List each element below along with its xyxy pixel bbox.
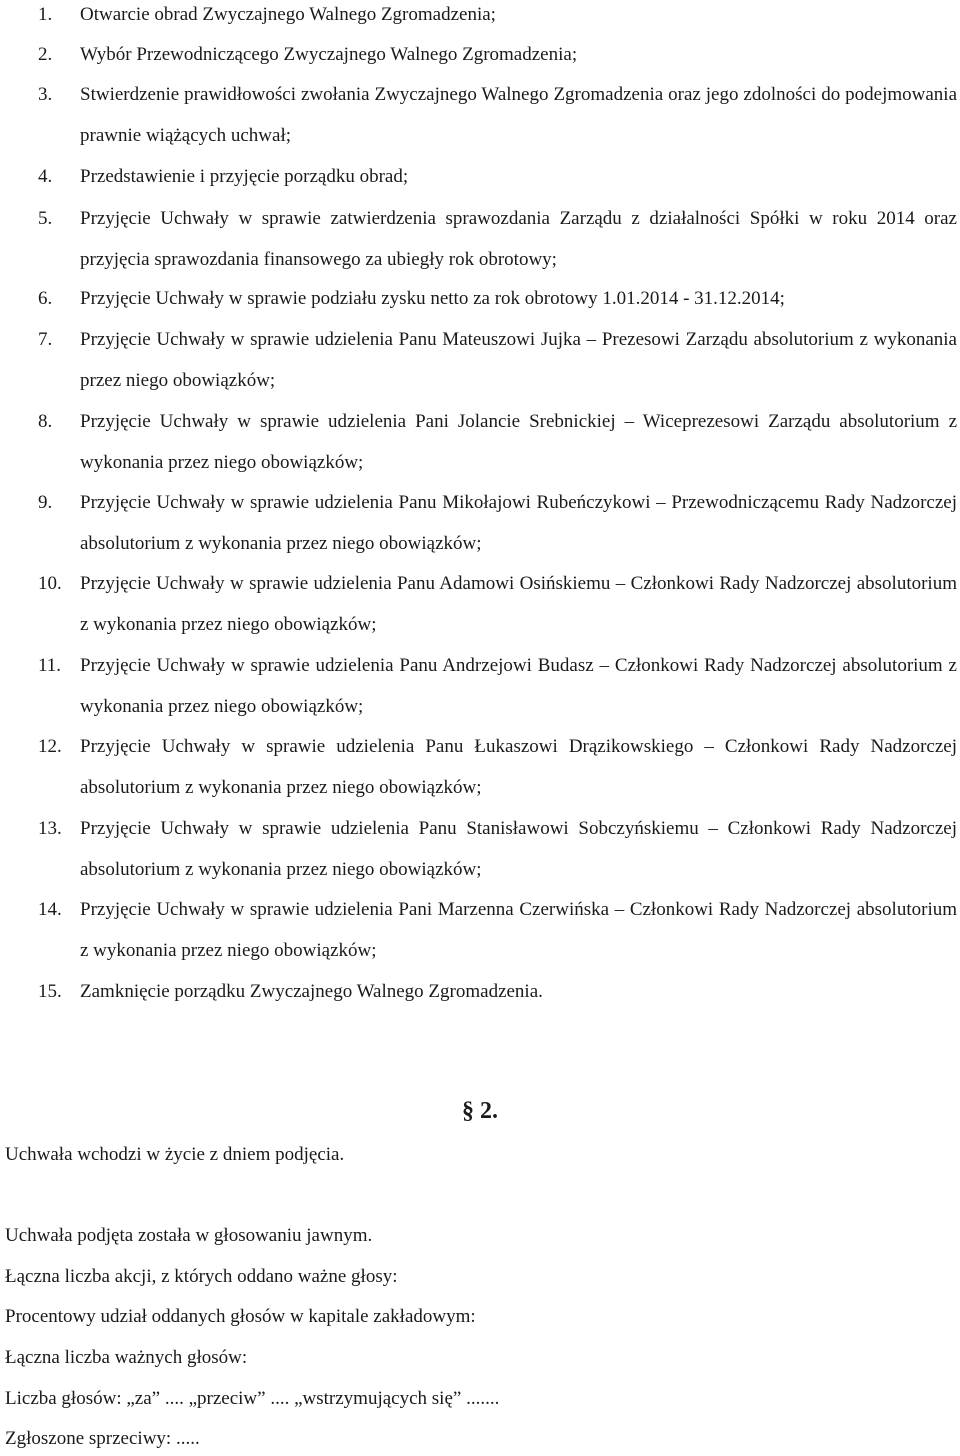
agenda-item-number: 3. (38, 84, 53, 105)
agenda-item-number: 14. (38, 899, 62, 920)
agenda-item-text: Przyjęcie Uchwały w sprawie zatwierdzenia sprawozdania Zarządu z działalności Spółki w roku 2014 oraz przyjęcia sprawozdania finansowego za ubiegły rok obrotowy; (80, 208, 957, 270)
agenda-item-number: 10. (38, 573, 62, 594)
agenda-item-number: 9. (38, 492, 53, 513)
agenda-item-text: Wybór Przewodniczącego Zwyczajnego Walnego Zgromadzenia; (80, 44, 578, 65)
resolution-effective-text: Uchwała wchodzi w życie z dniem podjęcia. (5, 1144, 345, 1165)
agenda-item-number: 4. (38, 166, 53, 187)
agenda-item-text: Stwierdzenie prawidłowości zwołania Zwyczajnego Walnego Zgromadzenia oraz jego zdolności do podejmowania prawnie wiążących uchwał; (80, 84, 957, 146)
objections-label: Zgłoszone sprzeciwy: ..... (5, 1428, 200, 1449)
agenda-item-number: 6. (38, 288, 53, 309)
shares-total-label: Łączna liczba akcji, z których oddano ważne głosy: (5, 1266, 398, 1287)
capital-percent-label: Procentowy udział oddanych głosów w kapitale zakładowym: (5, 1306, 476, 1327)
agenda-item-text: Przyjęcie Uchwały w sprawie udzielenia Panu Stanisławowi Sobczyńskiemu – Członkowi Rady Nadzorczej absolutorium z wykonania przez niego obowiązków; (80, 818, 957, 880)
agenda-item-number: 2. (38, 44, 53, 65)
agenda-item-text: Przyjęcie Uchwały w sprawie udzielenia Panu Mikołajowi Rubeńczykowi – Przewodniczącemu Rady Nadzorczej absolutorium z wykonania przez niego obowiązków; (80, 492, 957, 554)
vote-mode-text: Uchwała podjęta została w głosowaniu jawnym. (5, 1225, 373, 1246)
agenda-item-text: Przyjęcie Uchwały w sprawie udzielenia Pani Jolancie Srebnickiej – Wiceprezesowi Zarządu absolutorium z wykonania przez niego obowiązków; (80, 411, 957, 473)
agenda-item-text: Przyjęcie Uchwały w sprawie udzielenia Panu Mateuszowi Jujka – Prezesowi Zarządu absolutorium z wykonania przez niego obowiązków; (80, 329, 957, 391)
agenda-item-text: Przyjęcie Uchwały w sprawie udzielenia Panu Łukaszowi Drązikowskiego – Członkowi Rady Nadzorczej absolutorium z wykonania przez niego obowiązków; (80, 736, 957, 798)
agenda-item-number: 15. (38, 981, 62, 1002)
agenda-item-text: Przyjęcie Uchwały w sprawie udzielenia Panu Andrzejowi Budasz – Członkowi Rady Nadzorczej absolutorium z wykonania przez niego obowiązków; (80, 655, 957, 717)
votes-breakdown-label: Liczba głosów: „za” .... „przeciw” .... „wstrzymujących się” ....... (5, 1388, 500, 1409)
agenda-item-text: Zamknięcie porządku Zwyczajnego Walnego Zgromadzenia. (80, 981, 543, 1002)
agenda-item-number: 5. (38, 208, 53, 229)
agenda-item-text: Przedstawienie i przyjęcie porządku obrad; (80, 166, 409, 187)
valid-votes-label: Łączna liczba ważnych głosów: (5, 1347, 248, 1368)
agenda-item-number: 1. (38, 4, 53, 25)
agenda-item-text: Przyjęcie Uchwały w sprawie udzielenia Panu Adamowi Osińskiemu – Członkowi Rady Nadzorczej absolutorium z wykonania przez niego obowiązków; (80, 573, 957, 635)
section-mark: § 2. (462, 1098, 498, 1124)
agenda-item-text: Przyjęcie Uchwały w sprawie udzielenia Pani Marzenna Czerwińska – Członkowi Rady Nadzorczej absolutorium z wykonania przez niego obowiązków; (80, 899, 957, 961)
agenda-item-number: 8. (38, 411, 53, 432)
agenda-item-text: Przyjęcie Uchwały w sprawie podziału zysku netto za rok obrotowy 1.01.2014 - 31.12.2014; (80, 288, 785, 309)
agenda-item-number: 7. (38, 329, 53, 350)
agenda-item-number: 12. (38, 736, 62, 757)
agenda-item-text: Otwarcie obrad Zwyczajnego Walnego Zgromadzenia; (80, 4, 496, 25)
agenda-item-number: 13. (38, 818, 62, 839)
agenda-item-number: 11. (38, 655, 62, 676)
